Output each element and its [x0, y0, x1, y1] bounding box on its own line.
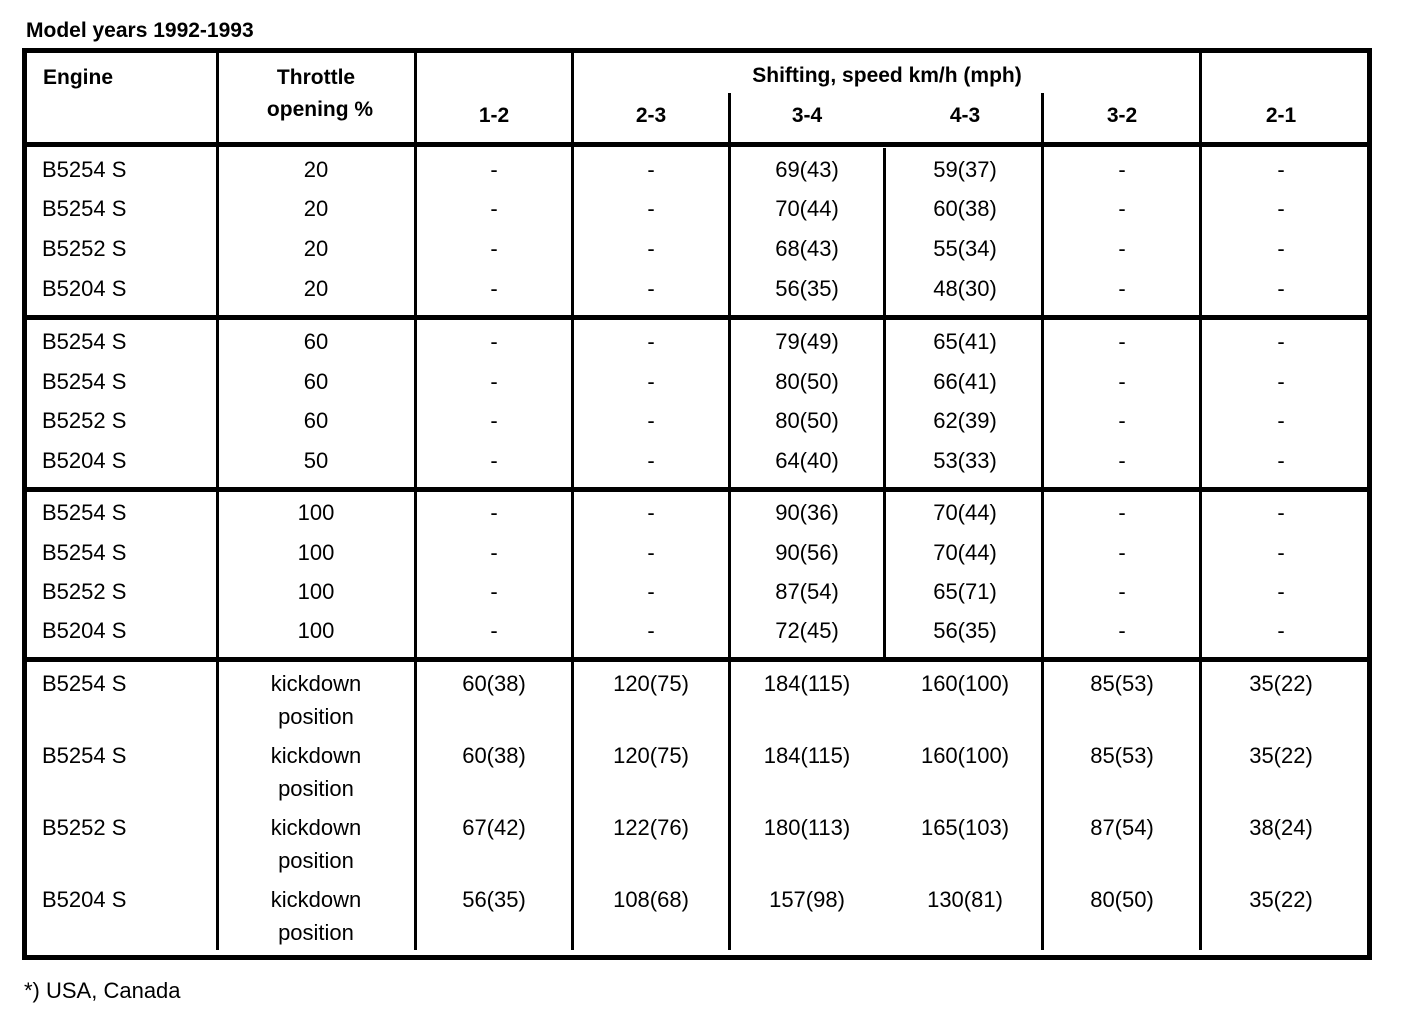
- shift-s23-cell: -: [647, 276, 655, 301]
- shift-s32-cell: 85(53): [1090, 743, 1154, 768]
- shift-s21-cell: 35(22): [1249, 743, 1313, 768]
- shift-s12-cell: -: [490, 618, 498, 643]
- shift-s43-cell: 160(100): [920, 671, 1010, 696]
- throttle-cell: 60: [303, 369, 329, 394]
- throttle-cell: 20: [303, 236, 329, 261]
- engine-cell: B5252 S: [42, 236, 127, 261]
- shift-s32-cell: -: [1118, 448, 1126, 473]
- shift-s23-cell: 120(75): [613, 671, 689, 696]
- shift-s12-cell: 60(38): [462, 671, 526, 696]
- shift-s43-cell: 160(100): [920, 743, 1010, 768]
- engine-cell: B5204 S: [42, 276, 127, 301]
- shift-s32-cell: -: [1118, 408, 1126, 433]
- shift-s23-cell: -: [647, 448, 655, 473]
- shift-s23-cell: -: [647, 408, 655, 433]
- throttle-cell: 20: [303, 157, 329, 182]
- shift-s12-cell: -: [490, 196, 498, 221]
- shift-s43-cell: 66(41): [933, 369, 997, 394]
- shift-s12-cell: -: [490, 448, 498, 473]
- shift-s12-cell: -: [490, 408, 498, 433]
- shift-s43-cell: 165(103): [920, 815, 1010, 840]
- shift-s32-cell: 80(50): [1090, 887, 1154, 912]
- header-shift-3-4: 3-4: [791, 104, 823, 127]
- shift-s32-cell: -: [1118, 540, 1126, 565]
- shift-s34-cell: 79(49): [775, 329, 839, 354]
- engine-cell: B5204 S: [42, 618, 127, 643]
- engine-cell: B5254 S: [42, 196, 127, 221]
- throttle-line2: position: [278, 848, 354, 873]
- engine-cell: B5254 S: [42, 329, 127, 354]
- shift-s32-cell: -: [1118, 157, 1126, 182]
- col-divider-throttle: [414, 53, 417, 950]
- shift-s21-cell: -: [1277, 579, 1285, 604]
- throttle-cell: 20: [303, 276, 329, 301]
- engine-cell: B5254 S: [42, 157, 127, 182]
- header-shift-1-2: 1-2: [478, 104, 510, 127]
- header-throttle-line1: Throttle: [276, 66, 356, 89]
- throttle-cell: 100: [297, 579, 335, 604]
- throttle-cell: [271, 667, 361, 733]
- throttle-cell: 60: [303, 329, 329, 354]
- shift-s43-cell: 70(44): [933, 540, 997, 565]
- header-shift-2-1: 2-1: [1265, 104, 1297, 127]
- shift-s23-cell: 108(68): [613, 887, 689, 912]
- engine-cell: B5254 S: [42, 369, 127, 394]
- shift-s43-cell: 62(39): [933, 408, 997, 433]
- shift-s32-cell: -: [1118, 369, 1126, 394]
- shift-s34-cell: 184(115): [763, 671, 851, 696]
- shift-s43-cell: 53(33): [933, 448, 997, 473]
- throttle-line1: kickdown: [270, 671, 362, 696]
- footnote: *) USA, Canada: [24, 978, 181, 1003]
- shift-s32-cell: -: [1118, 618, 1126, 643]
- header-shift-3-2: 3-2: [1106, 104, 1138, 127]
- engine-cell: B5252 S: [42, 579, 127, 604]
- shift-s21-cell: -: [1277, 369, 1285, 394]
- shift-s32-cell: -: [1118, 500, 1126, 525]
- shift-s21-cell: -: [1277, 276, 1285, 301]
- engine-cell: B5254 S: [42, 540, 127, 565]
- shift-s23-cell: -: [647, 157, 655, 182]
- throttle-cell: [271, 883, 361, 949]
- shift-s32-cell: -: [1118, 236, 1126, 261]
- throttle-cell: [271, 811, 361, 877]
- engine-cell: B5252 S: [42, 408, 127, 433]
- shift-s32-cell: -: [1118, 196, 1126, 221]
- shift-s32-cell: 87(54): [1090, 815, 1154, 840]
- shift-s43-cell: 65(71): [933, 579, 997, 604]
- shift-s34-cell: 56(35): [775, 276, 839, 301]
- shift-s21-cell: -: [1277, 448, 1285, 473]
- col-divider-3-2: [1199, 53, 1202, 950]
- shift-s32-cell: -: [1118, 329, 1126, 354]
- shift-s34-cell: 64(40): [775, 448, 839, 473]
- shift-s34-cell: 90(56): [775, 540, 839, 565]
- shift-s23-cell: -: [647, 579, 655, 604]
- shift-s21-cell: 38(24): [1249, 815, 1313, 840]
- shift-s34-cell: 80(50): [775, 369, 839, 394]
- table-caption: Model years 1992-1993: [26, 19, 254, 42]
- shift-s12-cell: 67(42): [462, 815, 526, 840]
- throttle-line1: kickdown: [270, 815, 362, 840]
- shift-s34-cell: 72(45): [775, 618, 839, 643]
- shift-s21-cell: 35(22): [1249, 671, 1313, 696]
- shift-s23-cell: -: [647, 196, 655, 221]
- shift-s23-cell: -: [647, 369, 655, 394]
- throttle-cell: 100: [297, 540, 335, 565]
- throttle-cell: [271, 739, 361, 805]
- shift-speed-table: [22, 48, 1372, 960]
- throttle-cell: 20: [303, 196, 329, 221]
- shift-s21-cell: 35(22): [1249, 887, 1313, 912]
- shift-s21-cell: -: [1277, 618, 1285, 643]
- col-divider-1-2: [571, 53, 574, 950]
- shift-s21-cell: -: [1277, 236, 1285, 261]
- shift-s12-cell: -: [490, 157, 498, 182]
- engine-cell: B5252 S: [42, 815, 127, 840]
- throttle-line2: position: [278, 704, 354, 729]
- shift-s23-cell: 120(75): [613, 743, 689, 768]
- header-shift-4-3: 4-3: [949, 104, 981, 127]
- shift-s12-cell: -: [490, 369, 498, 394]
- shift-s12-cell: -: [490, 276, 498, 301]
- shift-s32-cell: -: [1118, 276, 1126, 301]
- shift-s23-cell: -: [647, 329, 655, 354]
- shift-s12-cell: 56(35): [462, 887, 526, 912]
- shift-s43-cell: 56(35): [933, 618, 997, 643]
- shift-s21-cell: -: [1277, 500, 1285, 525]
- shift-s12-cell: 60(38): [462, 743, 526, 768]
- engine-cell: B5204 S: [42, 448, 127, 473]
- throttle-cell: 100: [297, 618, 335, 643]
- throttle-line1: kickdown: [270, 743, 362, 768]
- shift-s23-cell: -: [647, 540, 655, 565]
- shift-s43-cell: 65(41): [933, 329, 997, 354]
- shift-s23-cell: -: [647, 500, 655, 525]
- col-divider-3-4: [883, 148, 886, 658]
- shift-s21-cell: -: [1277, 540, 1285, 565]
- shift-s43-cell: 130(81): [927, 887, 1003, 912]
- shift-s43-cell: 48(30): [933, 276, 997, 301]
- shift-s34-cell: 90(36): [775, 500, 839, 525]
- shift-s34-cell: 68(43): [775, 236, 839, 261]
- header-engine: Engine: [43, 66, 114, 89]
- shift-s12-cell: -: [490, 500, 498, 525]
- shift-s12-cell: -: [490, 329, 498, 354]
- shift-s12-cell: -: [490, 579, 498, 604]
- throttle-line2: position: [278, 920, 354, 945]
- header-shift-2-3: 2-3: [635, 104, 667, 127]
- shift-s32-cell: 85(53): [1090, 671, 1154, 696]
- throttle-line1: kickdown: [270, 887, 362, 912]
- group-divider-2: [22, 487, 1367, 492]
- header-shifting: Shifting, speed km/h (mph): [752, 64, 1022, 87]
- engine-cell: B5254 S: [42, 500, 127, 525]
- shift-s32-cell: -: [1118, 579, 1126, 604]
- shift-s34-cell: 69(43): [775, 157, 839, 182]
- shift-s43-cell: 59(37): [933, 157, 997, 182]
- shift-s23-cell: 122(76): [613, 815, 689, 840]
- throttle-line2: position: [278, 776, 354, 801]
- engine-cell: B5204 S: [42, 887, 127, 912]
- shift-s43-cell: 70(44): [933, 500, 997, 525]
- throttle-cell: 50: [303, 448, 329, 473]
- shift-s21-cell: -: [1277, 329, 1285, 354]
- shift-s34-cell: 70(44): [775, 196, 839, 221]
- shift-s12-cell: -: [490, 236, 498, 261]
- col-divider-2-3: [728, 93, 731, 950]
- group-divider-1: [22, 315, 1367, 320]
- shift-s34-cell: 180(113): [763, 815, 851, 840]
- col-divider-4-3: [1041, 93, 1044, 950]
- group-divider-3: [22, 657, 1367, 662]
- shift-s43-cell: 55(34): [933, 236, 997, 261]
- shift-s34-cell: 80(50): [775, 408, 839, 433]
- shift-s21-cell: -: [1277, 408, 1285, 433]
- shift-s43-cell: 60(38): [933, 196, 997, 221]
- shift-s21-cell: -: [1277, 196, 1285, 221]
- shift-s34-cell: 87(54): [775, 579, 839, 604]
- throttle-cell: 100: [297, 500, 335, 525]
- shift-s21-cell: -: [1277, 157, 1285, 182]
- shift-s34-cell: 157(98): [769, 887, 845, 912]
- shift-s34-cell: 184(115): [763, 743, 851, 768]
- engine-cell: B5254 S: [42, 743, 127, 768]
- col-divider-engine: [216, 53, 219, 950]
- throttle-cell: 60: [303, 408, 329, 433]
- shift-s23-cell: -: [647, 236, 655, 261]
- shift-s23-cell: -: [647, 618, 655, 643]
- engine-cell: B5254 S: [42, 671, 127, 696]
- shift-s12-cell: -: [490, 540, 498, 565]
- header-divider: [22, 142, 1367, 147]
- header-throttle-line2: opening %: [266, 98, 374, 121]
